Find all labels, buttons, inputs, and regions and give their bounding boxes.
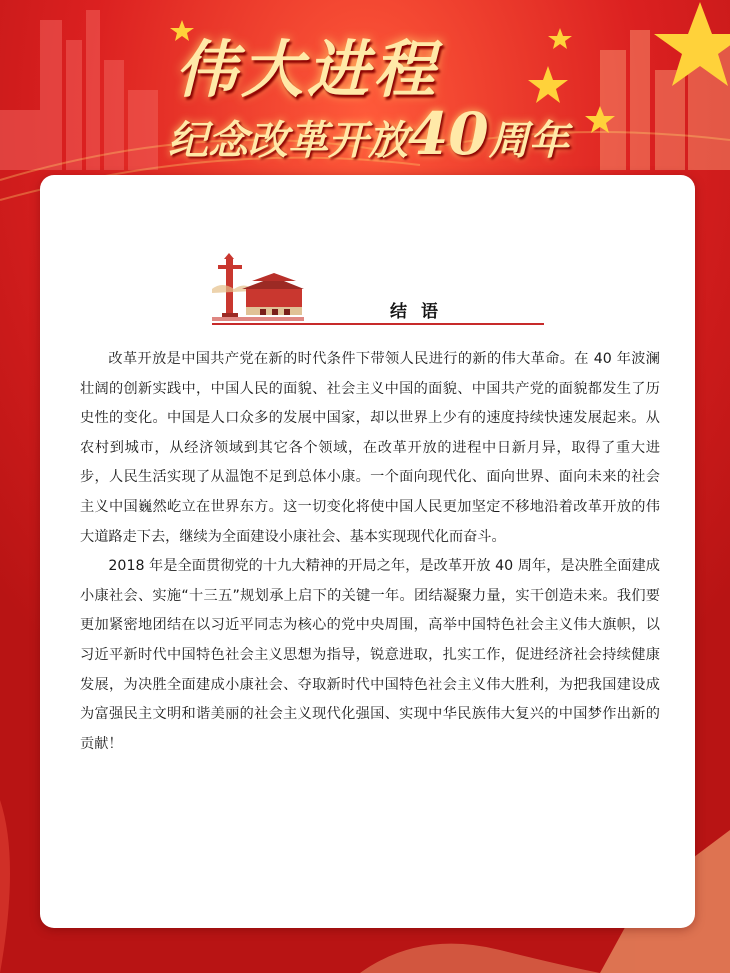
- banner-subtitle-suffix: 周年: [488, 117, 569, 164]
- banner-subtitle-number: 40: [408, 100, 489, 168]
- tiananmen-icon: [212, 251, 304, 323]
- section-heading-block: [212, 251, 552, 327]
- paragraph-1: 改革开放是中国共产党在新的时代条件下带领人民进行的新的伟大革命。在 40 年波澜壮阔的创新实践中，中国人民的面貌、社会主义中国的面貌、中国共产党的面貌都发生了历史性的变化。中国是人口众多的发展中国家，却以世界上少有的速度持续快速发展起来。从农村到城市，从经济领域到其它各个领域，在改革开放的进程中日新月异，取得了重大进步，人民生活实现了从温饱不足到总体小康。一个面向现代化、面向世界、面向未来的社会主义中国巍然屹立在世界东方。这一切变化将使中国人民更加坚定不移地沿着改革开放的伟大道路走下去，继续为全面建设小康社会、基本实现现代化而奋斗。: [80, 351, 660, 545]
- body-text: [80, 345, 660, 759]
- heading-divider: [212, 323, 544, 325]
- banner-subtitle-prefix: 纪念改革开放: [168, 117, 408, 164]
- banner-subtitle: [168, 100, 588, 168]
- paragraph-2: 2018 年是全面贯彻党的十九大精神的开局之年，是改革开放 40 周年，是决胜全面建成小康社会、实施“十三五”规划承上启下的关键一年。团结凝聚力量，实干创造未来。我们要更加紧密地团结在以习近平同志为核心的党中央周围，高举中国特色社会主义伟大旗帜，以习近平新时代中国特色社会主义思想为指导，锐意进取，扎实工作，促进经济社会持续健康发展，为决胜全面建成小康社会、夺取新时代中国特色社会主义伟大胜利，为把我国建设成为富强民主文明和谐美丽的社会主义现代化强国、实现中华民族伟大复兴的中国梦作出新的贡献！: [80, 558, 660, 752]
- banner-title: 伟大进程: [175, 33, 440, 106]
- section-heading: 结语: [390, 302, 452, 322]
- content-card: [40, 175, 695, 928]
